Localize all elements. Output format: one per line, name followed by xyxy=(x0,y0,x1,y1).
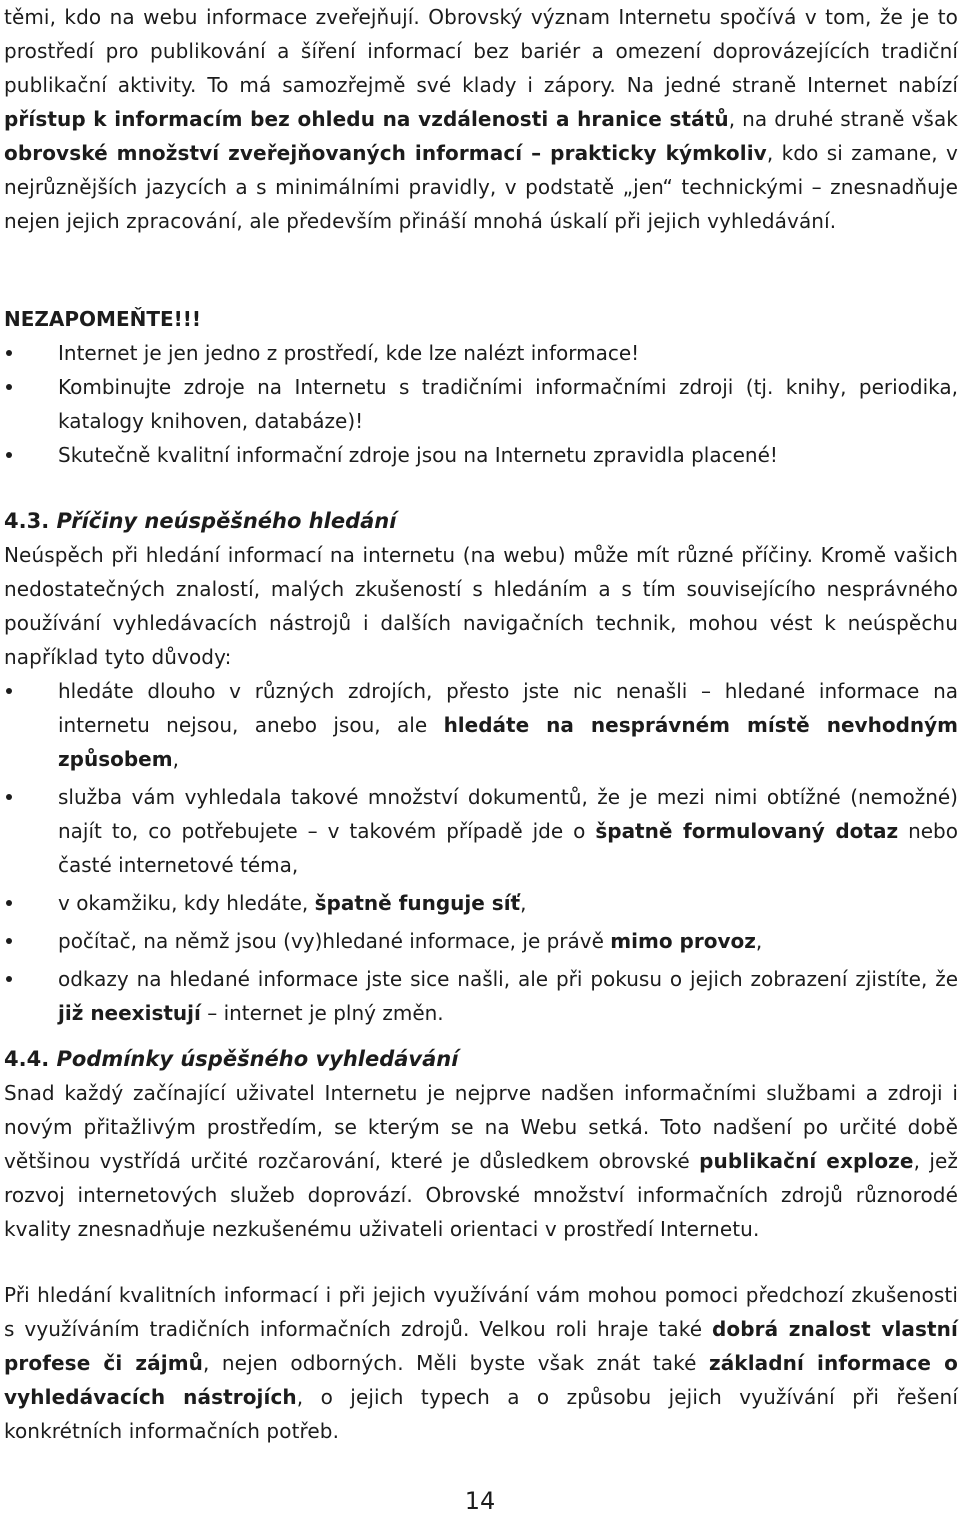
bullet-icon xyxy=(6,688,12,694)
bullet-icon xyxy=(6,452,12,458)
callout-list xyxy=(0,336,958,472)
bullet-icon xyxy=(6,384,12,390)
bullet-icon xyxy=(6,976,12,982)
intro-bold-1: přístup k informacím bez ohledu na vzdálenosti a hranice států xyxy=(4,107,729,131)
list-item: počítač, na němž jsou (vy)hledané informace, je právě mimo provoz, xyxy=(0,924,958,958)
list-item: v okamžiku, kdy hledáte, špatně funguje síť, xyxy=(0,886,958,920)
list-item: odkazy na hledané informace jste sice našli, ale při pokusu o jejich zobrazení zjistíte, že již neexistují – internet je plný změn. xyxy=(0,962,958,1030)
intro-text-1: těmi, kdo na webu informace zveřejňují. Obrovský význam Internetu spočívá v tom, že je to prostředí pro publikování a šíření informací bez bariér a omezení doprovázejících tradiční publikační aktivity. To má samozřejmě své klady i zápory. Na jedné straně Internet nabízí xyxy=(4,5,958,97)
intro-text-2: , na druhé straně však xyxy=(728,107,958,131)
section-title: Podmínky úspěšného vyhledávání xyxy=(56,1047,459,1071)
list-item: služba vám vyhledala takové množství dokumentů, že je mezi nimi obtížné (nemožné) najít to, co potřebujete – v takovém případě jde o špatně formulovaný dotaz nebo časté internetové téma, xyxy=(0,780,958,882)
section-number: 4.4. xyxy=(4,1047,50,1071)
causes-list xyxy=(0,674,958,1030)
section-heading-4-3 xyxy=(4,504,958,538)
section-number: 4.3. xyxy=(4,509,50,533)
bullet-icon xyxy=(6,938,12,944)
page-number: 14 xyxy=(464,1487,496,1515)
section-heading-4-4 xyxy=(4,1042,958,1076)
section-title: Příčiny neúspěšného hledání xyxy=(56,509,397,533)
section2-paragraph-2: Při hledání kvalitních informací i při jejich využívání vám mohou pomoci předchozí zkušenosti s využíváním tradičních informačních zdrojů. Velkou roli hraje také dobrá znalost vlastní profese či zájmů, nejen odborných. Měli byste však znát také základní informace o vyhledávacích nástrojích, o jejich typech a o způsobu jejich využívání při řešení konkrétních informačních potřeb. xyxy=(4,1283,959,1443)
list-item: Internet je jen jedno z prostředí, kde lze nalézt informace! xyxy=(0,336,958,370)
intro-bold-2: obrovské množství zveřejňovaných informací – prakticky kýmkoliv xyxy=(4,141,767,165)
list-item: Skutečně kvalitní informační zdroje jsou na Internetu zpravidla placené! xyxy=(0,438,958,472)
intro-text-3: , kdo si zamane, v nejrůznějších jazycích a s minimálními pravidly, v podstatě „jen“ technickými – znesnadňuje nejen jejich zpracování, ale především přináší mnohá úskalí při jejich vyhledávání. xyxy=(4,141,958,233)
bullet-icon xyxy=(6,350,12,356)
bullet-icon xyxy=(6,900,12,906)
list-item: Kombinujte zdroje na Internetu s tradičními informačními zdroji (tj. knihy, periodika, katalogy knihoven, databáze)! xyxy=(0,370,958,438)
list-item: hledáte dlouho v různých zdrojích, přesto jste nic nenašli – hledané informace na internetu nejsou, anebo jsou, ale hledáte na nesprávném místě nevhodným způsobem, xyxy=(0,674,958,776)
bullet-icon xyxy=(6,794,12,800)
callout-title: NEZAPOMEŇTE!!! xyxy=(4,307,202,331)
section1-intro: Neúspěch při hledání informací na internetu (na webu) může mít různé příčiny. Kromě vašich nedostatečných znalostí, malých zkušeností s hledáním a s tím souvisejícího nesprávného používání vyhledávacích nástrojů i dalších navigačních technik, mohou vést k neúspěchu například tyto důvody: xyxy=(4,543,958,669)
intro-paragraph xyxy=(4,0,958,238)
section2-paragraph-1: Snad každý začínající uživatel Internetu je nejprve nadšen informačními službami a zdroji i novým přitažlivým prostředím, se kterým se na Webu setká. Toto nadšení po určité době většinou vystřídá určité rozčarování, které je důsledkem obrovské publikační exploze, jež rozvoj internetových služeb doprovází. Obrovské množství informačních zdrojů různorodé kvality znesnadňuje nezkušenému uživateli orientaci v prostředí Internetu. xyxy=(4,1081,958,1241)
